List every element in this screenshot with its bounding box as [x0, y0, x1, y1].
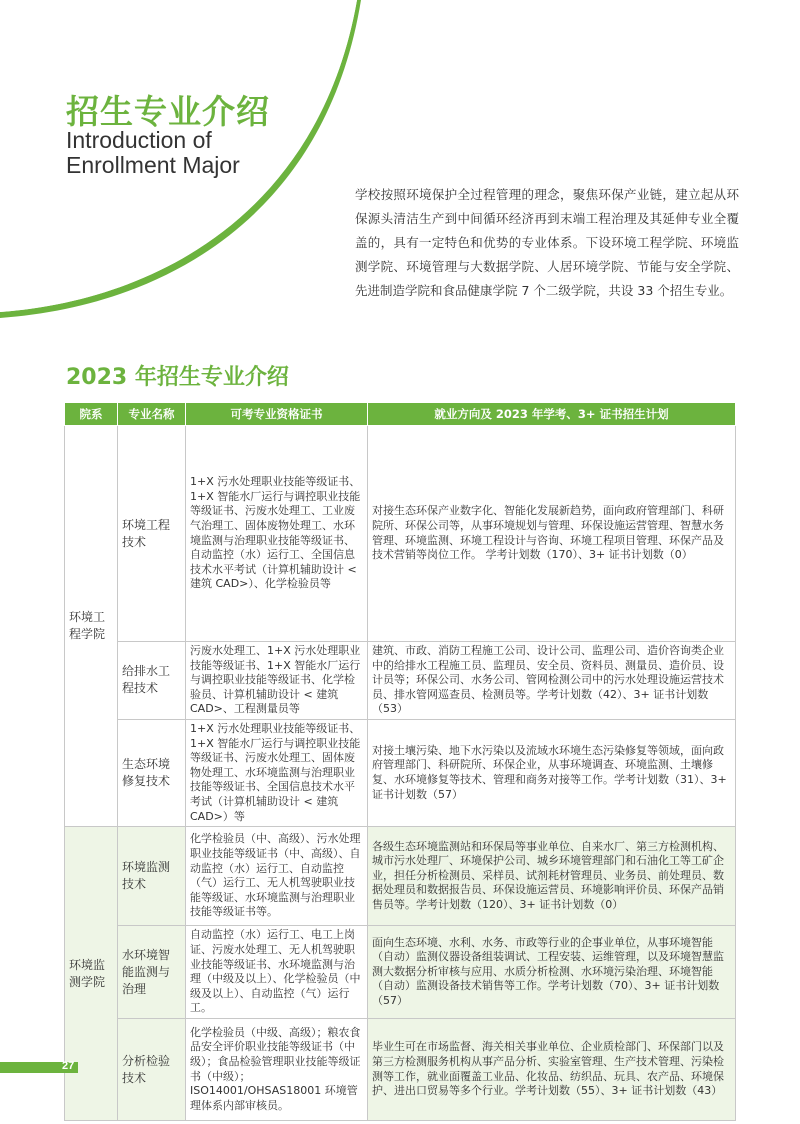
- career-cell: 面向生态环境、水利、水务、市政等行业的企事业单位，从事环境智能（自动）监测仪器设备组装调试、工程安装、运维管理，以及环境智慧监测大数据分析审核与应用、水质分析检测、水环境污染治理、环境智能（自动）监测设备技术销售等工作。学考计划数（70）、3+ 证书计划数（57）: [368, 926, 736, 1019]
- major-cell: 环境监测技术: [118, 827, 186, 926]
- intro-paragraph: 学校按照环境保护全过程管理的理念，聚焦环保产业链，建立起从环保源头清洁生产到中间循环经济再到末端工程治理及其延伸专业全覆盖的，具有一定特色和优势的专业体系。下设环境工程学院、环境监测学院、环境管理与大数据学院、人居环境学院、节能与安全学院、先进制造学院和食品健康学院 7 个二级学院，共设 33 个招生专业。: [355, 187, 739, 298]
- career-cell: 建筑、市政、消防工程施工公司、设计公司、监理公司、造价咨询类企业中的给排水工程施工员、监理员、安全员、资料员、测量员、造价员、设计员等；环保公司、水务公司、管网检测公司中的污水处理设施运营技术员、排水管网巡查员、检测员等。学考计划数（42）、3+ 证书计划数（53）: [368, 642, 736, 720]
- table-row: [65, 926, 736, 1019]
- career-cell: 毕业生可在市场监督、海关相关事业单位、企业质检部门、环保部门以及第三方检测服务机构从事产品分析、实验室管理、生产技术管理、污染检测等工作，就业面覆盖工业品、化妆品、纺织品、玩具、农产品、环境保护、进出口贸易等多个行业。学考计划数（55）、3+ 证书计划数（43）: [368, 1019, 736, 1121]
- major-cell: 环境工程技术: [118, 426, 186, 642]
- career-cell: 对接土壤污染、地下水污染以及流域水环境生态污染修复等领域，面向政府管理部门、科研院所、环保企业，从事环境调查、环境监测、土壤修复、水环境修复等技术、管理和商务对接等工作。学考计划数（31）、3+ 证书计划数（57）: [368, 719, 736, 826]
- major-cell: 分析检验技术: [118, 1019, 186, 1121]
- page-title: 招生专业介绍: [66, 92, 270, 131]
- table-row: [65, 426, 736, 642]
- table-row: [65, 719, 736, 826]
- table-row: [65, 642, 736, 720]
- header-career: 就业方向及 2023 年学考、3+ 证书招生计划: [368, 403, 736, 426]
- subtitle-line-1: Introduction of: [66, 127, 212, 153]
- major-cell: 生态环境修复技术: [118, 719, 186, 826]
- certificates-cell: 1+X 污水处理职业技能等级证书、1+X 智能水厂运行与调控职业技能等级证书、污废水处理工、固体废物处理工、水环境监测与治理职业技能等级证书、全国信息技术水平考试（计算机辅助设计 < 建筑 CAD>）等: [186, 719, 368, 826]
- certificates-cell: 1+X 污水处理职业技能等级证书、1+X 智能水厂运行与调控职业技能等级证书、污废水处理工、工业废气治理工、固体废物处理工、水环境监测与治理职业技能等级证书、自动监控（水）运行工、全国信息技术水平考试（计算机辅助设计 < 建筑 CAD>）、化学检验员等: [186, 426, 368, 642]
- certificates-cell: 污废水处理工、1+X 污水处理职业技能等级证书、1+X 智能水厂运行与调控职业技能等级证书、化学检验员、计算机辅助设计 < 建筑 CAD>、工程测量员等: [186, 642, 368, 720]
- college-cell: 环境工程学院: [65, 426, 118, 827]
- table-row: [65, 1019, 736, 1121]
- certificates-cell: 自动监控（水）运行工、电工上岗证、污废水处理工、无人机驾驶职业技能等级证书、水环境监测与治理（中级及以上）、化学检验员（中级及以上）、自动监控（气）运行工。: [186, 926, 368, 1019]
- header-certificates: 可考专业资格证书: [186, 403, 368, 426]
- subtitle-line-2: Enrollment Major: [66, 152, 240, 178]
- page-number: 27: [62, 1060, 75, 1072]
- career-cell: 对接生态环保产业数字化、智能化发展新趋势，面向政府管理部门、科研院所、环保公司等，从事环境规划与管理、环保设施运营管理、智慧水务管理、环境监测、环境工程设计与咨询、环境工程项目管理、环保产品及技术营销等岗位工作。 学考计划数（170）、3+ 证书计划数（0）: [368, 426, 736, 642]
- certificates-cell: 化学检验员（中级、高级）；粮农食品安全评价职业技能等级证书（中级）；食品检验管理职业技能等级证书（中级）；ISO14001/OHSAS18001 环境管理体系内部审核员。: [186, 1019, 368, 1121]
- header-major: 专业名称: [118, 403, 186, 426]
- table-header-row: [65, 403, 736, 426]
- certificates-cell: 化学检验员（中、高级）、污水处理职业技能等级证书（中、高级）、自动监控（水）运行工、自动监控（气）运行工、无人机驾驶职业技能等级证、水环境监测与治理职业技能等级证书等。: [186, 827, 368, 926]
- section-title: 2023 年招生专业介绍: [66, 365, 289, 390]
- page-subtitle: [66, 128, 240, 178]
- majors-table: [64, 402, 736, 1121]
- table-row: [65, 827, 736, 926]
- major-cell: 水环境智能监测与治理: [118, 926, 186, 1019]
- college-cell: 环境监测学院: [65, 827, 118, 1121]
- career-cell: 各级生态环境监测站和环保局等事业单位、自来水厂、第三方检测机构、城市污水处理厂、环境保护公司、城乡环境管理部门和石油化工等工矿企业，担任分析检测员、采样员、试剂耗材管理员、业务员、前处理员、数据处理员和数据报告员、环保设施运营员、环境影响评价员、环保产品销售员等。学考计划数（120）、3+ 证书计划数（0）: [368, 827, 736, 926]
- major-cell: 给排水工程技术: [118, 642, 186, 720]
- header-college: 院系: [65, 403, 118, 426]
